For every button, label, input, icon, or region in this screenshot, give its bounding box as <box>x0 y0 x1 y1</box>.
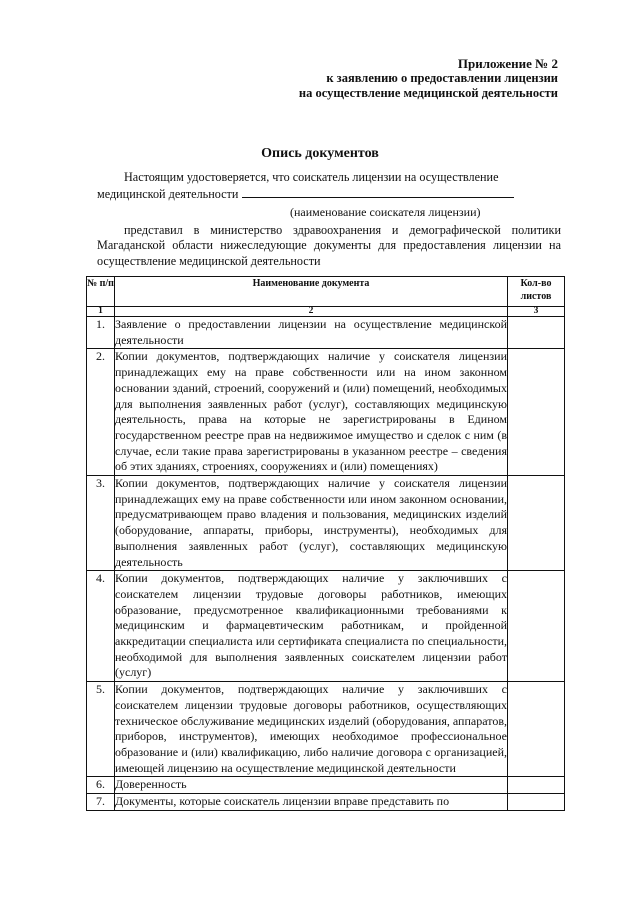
row-num: 2. <box>87 349 115 476</box>
row-count <box>508 794 565 811</box>
row-count <box>508 682 565 777</box>
header-num: № п/п <box>87 277 115 307</box>
applicant-name-blank <box>242 186 514 198</box>
row-count <box>508 349 565 476</box>
row-text: Копии документов, подтверждающих наличие у заключивших с соискателем лицензии трудовые договоры работников, имеющих образование, предусмотренное квалификационными требованиями к медицинским и фармацевтическим работникам, и пройденной аккредитации специалиста или сертификата специалиста по специальности, необходимой для выполнения заявленных соискателем лицензии работ (услуг) <box>115 571 508 682</box>
row-text: Доверенность <box>115 777 508 794</box>
intro-line1: Настоящим удостоверяется, что соискатель лицензии на осуществление <box>124 170 499 184</box>
row-count <box>508 777 565 794</box>
row-num: 3. <box>87 476 115 571</box>
intro-line2-text: медицинской деятельности <box>97 186 239 201</box>
row-text: Документы, которые соискатель лицензии вправе представить по <box>115 794 508 811</box>
header-name: Наименование документа <box>115 277 508 307</box>
table-index-row <box>87 307 565 317</box>
row-count <box>508 571 565 682</box>
row-num: 6. <box>87 777 115 794</box>
table-row <box>87 317 565 349</box>
row-count <box>508 476 565 571</box>
table-row <box>87 777 565 794</box>
applicant-name-caption: (наименование соискателя лицензии) <box>290 205 481 219</box>
documents-table <box>86 276 565 811</box>
appendix-header <box>258 56 558 101</box>
table-row <box>87 349 565 476</box>
table-row <box>87 476 565 571</box>
intro-block <box>97 170 561 269</box>
row-text: Заявление о предоставлении лицензии на осуществление медицинской деятельности <box>115 317 508 349</box>
index-1: 1 <box>87 307 115 317</box>
row-text: Копии документов, подтверждающих наличие у заключивших с соискателем лицензии трудовые договоры работников, осуществляющих техническое обслуживание медицинских изделий (оборудования, аппаратов, приборов, инструментов), имеющих необходимое профессиональное образование и (или) квалификацию, либо наличие договора с организацией, имеющей лицензию на осуществление медицинской деятельности <box>115 682 508 777</box>
row-text: Копии документов, подтверждающих наличие у соискателя лицензии принадлежащих ему на праве собственности или ином законном основании, предусматривающем право владения и пользования, медицинских изделий (оборудование, аппараты, приборы, инструменты), необходимых для выполнения заявленных работ (услуг), составляющих медицинскую деятельность <box>115 476 508 571</box>
document-title: Опись документов <box>261 146 379 161</box>
table-row <box>87 682 565 777</box>
appendix-subtitle-line1: к заявлению о предоставлении лицензии <box>326 71 558 85</box>
appendix-subtitle-line2: на осуществление медицинской деятельности <box>298 86 558 100</box>
row-num: 5. <box>87 682 115 777</box>
row-num: 4. <box>87 571 115 682</box>
row-num: 7. <box>87 794 115 811</box>
row-text: Копии документов, подтверждающих наличие у соискателя лицензии принадлежащих ему на праве собственности или на ином законном основании зданий, строений, сооружений и (или) помещений, необходимых для выполнения заявленных работ (услуг), составляющих медицинскую деятельность, права на которые не зарегистрированы в Едином государственном реестре прав на недвижимое имущество и сделок с ним (в случае, если такие права зарегистрированы в указанном реестре – сведения об этих зданиях, строениях, сооружениях и (или) помещениях) <box>115 349 508 476</box>
row-num: 1. <box>87 317 115 349</box>
header-count: Кол-во листов <box>508 277 565 307</box>
index-3: 3 <box>508 307 565 317</box>
row-count <box>508 317 565 349</box>
table-header-row <box>87 277 565 307</box>
index-2: 2 <box>115 307 508 317</box>
appendix-number: Приложение № 2 <box>457 56 558 71</box>
table-row <box>87 571 565 682</box>
intro-line2 <box>97 186 561 203</box>
table-row <box>87 794 565 811</box>
intro-paragraph2: представил в министерство здравоохранения и демографической политики Магаданской области нижеследующие документы для предоставления лицензии на осуществление медицинской деятельности <box>97 222 561 268</box>
